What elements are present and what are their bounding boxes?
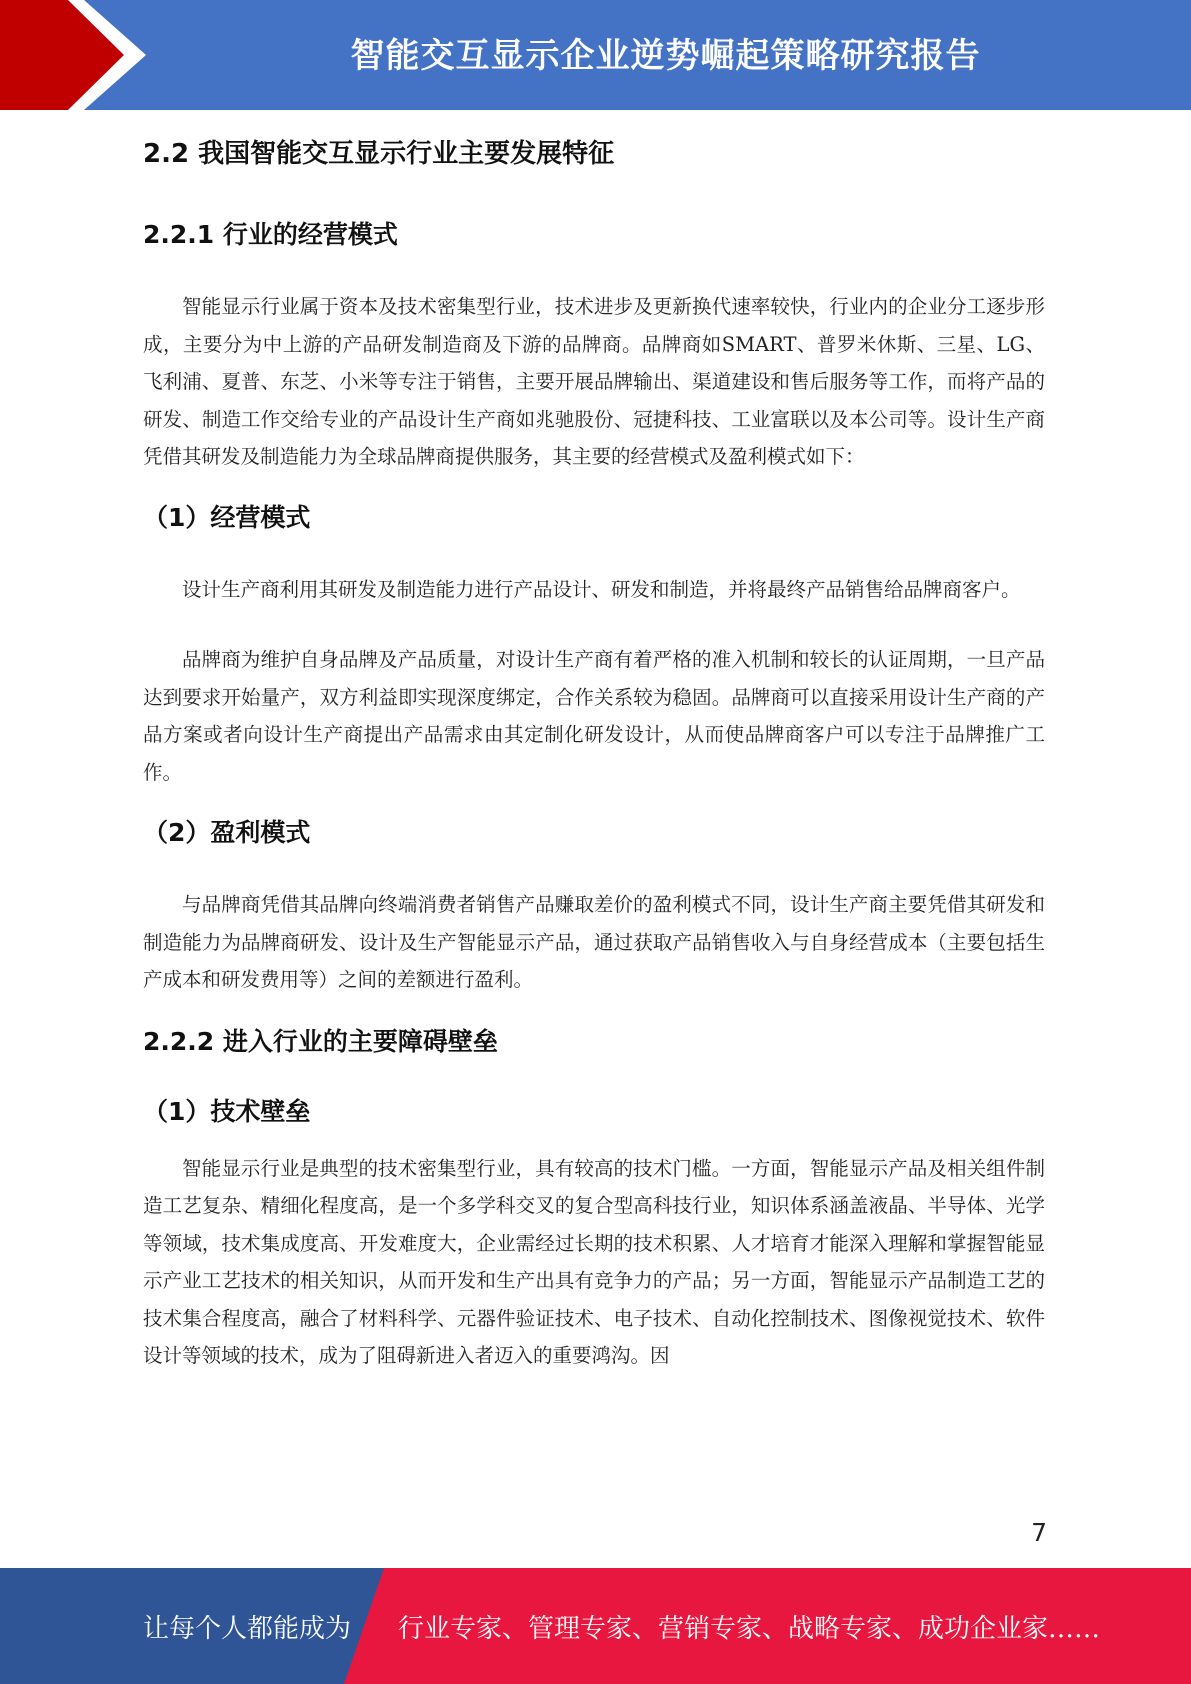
technical-barrier-heading: （1）技术壁垒 (143, 1096, 311, 1126)
report-title: 智能交互显示企业逆势崛起策略研究报告 (350, 36, 981, 76)
section-2-2-2-heading: 2.2.2 进入行业的主要障碍壁垒 (143, 1026, 498, 1056)
business-model-intro-paragraph: 智能显示行业属于资本及技术密集型行业，技术进步及更新换代速率较快，行业内的企业分工逐步形成，主要分为中上游的产品研发制造商及下游的品牌商。品牌商如SMART、普罗米休斯、三星、LG、飞利浦、夏普、东芝、小米等专注于销售，主要开展品牌输出、渠道建设和售后服务等工作，而将产品的研发、制造工作交给专业的产品设计生产商如兆驰股份、冠捷科技、工业富联以及本公司等。设计生产商凭借其研发及制造能力为全球品牌商提供服务，其主要的经营模式及盈利模式如下： (143, 295, 1045, 468)
footer-slogan-right: 行业专家、管理专家、营销专家、战略专家、成功企业家…… (398, 1613, 1101, 1644)
header-chevron-graphic (0, 0, 160, 110)
profit-model-heading: （2）盈利模式 (143, 818, 311, 847)
page-content (143, 110, 1045, 1375)
operating-model-paragraph-2: 品牌商为维护自身品牌及产品质量，对设计生产商有着严格的准入机制和较长的认证周期，一旦产品达到要求开始量产，双方利益即实现深度绑定，合作关系较为稳固。品牌商可以直接采用设计生产商的产品方案或者向设计生产商提出产品需求由其定制化研发设计，从而使品牌商客户可以专注于品牌推广工作。 (143, 648, 1045, 784)
operating-model-paragraph-1: 设计生产商利用其研发及制造能力进行产品设计、研发和制造，并将最终产品销售给品牌商客户。 (182, 577, 1021, 601)
section-2-2-heading: 2.2 我国智能交互显示行业主要发展特征 (143, 139, 615, 169)
report-header (0, 0, 1191, 110)
page-number: 7 (1031, 1518, 1047, 1547)
section-2-2-1-heading: 2.2.1 行业的经营模式 (143, 220, 398, 249)
profit-model-paragraph: 与品牌商凭借其品牌向终端消费者销售产品赚取差价的盈利模式不同，设计生产商主要凭借其研发和制造能力为品牌商研发、设计及生产智能显示产品，通过获取产品销售收入与自身经营成本（主要包括生产成本和研发费用等）之间的差额进行盈利。 (143, 893, 1045, 991)
operating-model-heading: （1）经营模式 (143, 502, 311, 532)
technical-barrier-paragraph: 智能显示行业是典型的技术密集型行业，具有较高的技术门槛。一方面，智能显示产品及相关组件制造工艺复杂、精细化程度高，是一个多学科交叉的复合型高科技行业，知识体系涵盖液晶、半导体、光学等领域，技术集成度高、开发难度大，企业需经过长期的技术积累、人才培育才能深入理解和掌握智能显示产业工艺技术的相关知识，从而开发和生产出具有竞争力的产品；另一方面，智能显示产品制造工艺的技术集合程度高，融合了材料科学、元器件验证技术、电子技术、自动化控制技术、图像视觉技术、软件设计等领域的技术，成为了阻碍新进入者迈入的重要鸿沟。因 (143, 1156, 1045, 1367)
footer-banner (0, 1568, 1191, 1684)
footer-slogan-left: 让每个人都能成为 (143, 1613, 352, 1644)
